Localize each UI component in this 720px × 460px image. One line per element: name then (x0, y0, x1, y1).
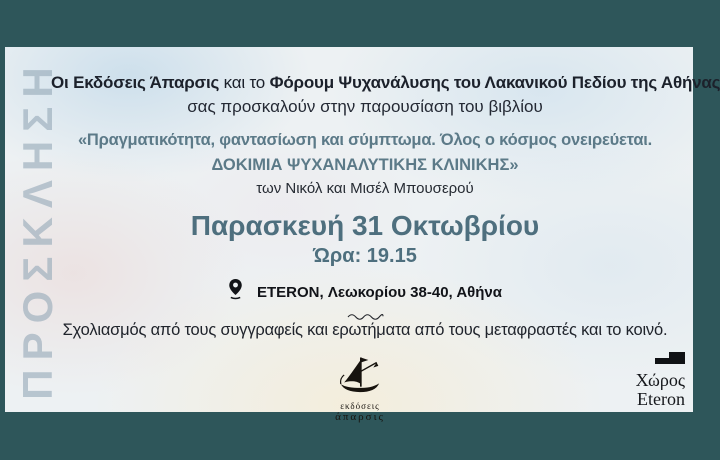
location-row (51, 280, 679, 306)
publisher-logo (335, 355, 385, 423)
book-authors: των Νικόλ και Μισέλ Μπουσερού (256, 180, 474, 197)
venue-name-line-2: Eteron (637, 389, 685, 409)
publisher-name-line-1: εκδόσεις (340, 401, 380, 411)
ship-icon (335, 355, 385, 400)
host-forum: Φόρουμ Ψυχανάλυσης του Λακανικού Πεδίου της Αθήνας (269, 73, 720, 92)
book-title-line-2: ΔΟΚΙΜΙΑ ΨΥΧΑΝΑΛΥΤΙΚΗΣ ΚΛΙΝΙΚΗΣ» (211, 156, 519, 174)
invitation-card (5, 47, 720, 423)
eteron-steps-icon (636, 348, 685, 369)
event-time: Ώρα: 19.15 (313, 245, 417, 267)
book-title-line-1: «Πραγματικότητα, φαντασίωση και σύμπτωμα. Όλος ο κόσμος ονειρεύεται. (77, 131, 653, 149)
publisher-name-line-2: άπαρσις (335, 411, 385, 423)
intro-connector: και το (219, 73, 270, 92)
venue-name-line-1: Χώρος (635, 370, 685, 390)
intro-line-1 (51, 73, 720, 93)
commentary-note: Σχολιασμός από τους συγγραφείς και ερωτήματα από τους μεταφραστές και το κοινό. (62, 321, 668, 339)
wave-divider-icon (347, 311, 383, 320)
venue-logo (636, 348, 685, 409)
location-text: ETERON, Λεωκορίου 38-40, Αθήνα (257, 283, 502, 301)
watermark-text: ΠΡΟΣΚΛΗΣΗ (14, 58, 61, 400)
intro-line-2: σας προσκαλούν στην παρουσίαση του βιβλίου (187, 97, 543, 116)
event-date: Παρασκευή 31 Οκτωβρίου (190, 210, 540, 241)
host-publisher: Οι Εκδόσεις Άπαρσις (51, 73, 220, 92)
location-pin-icon (228, 278, 243, 304)
